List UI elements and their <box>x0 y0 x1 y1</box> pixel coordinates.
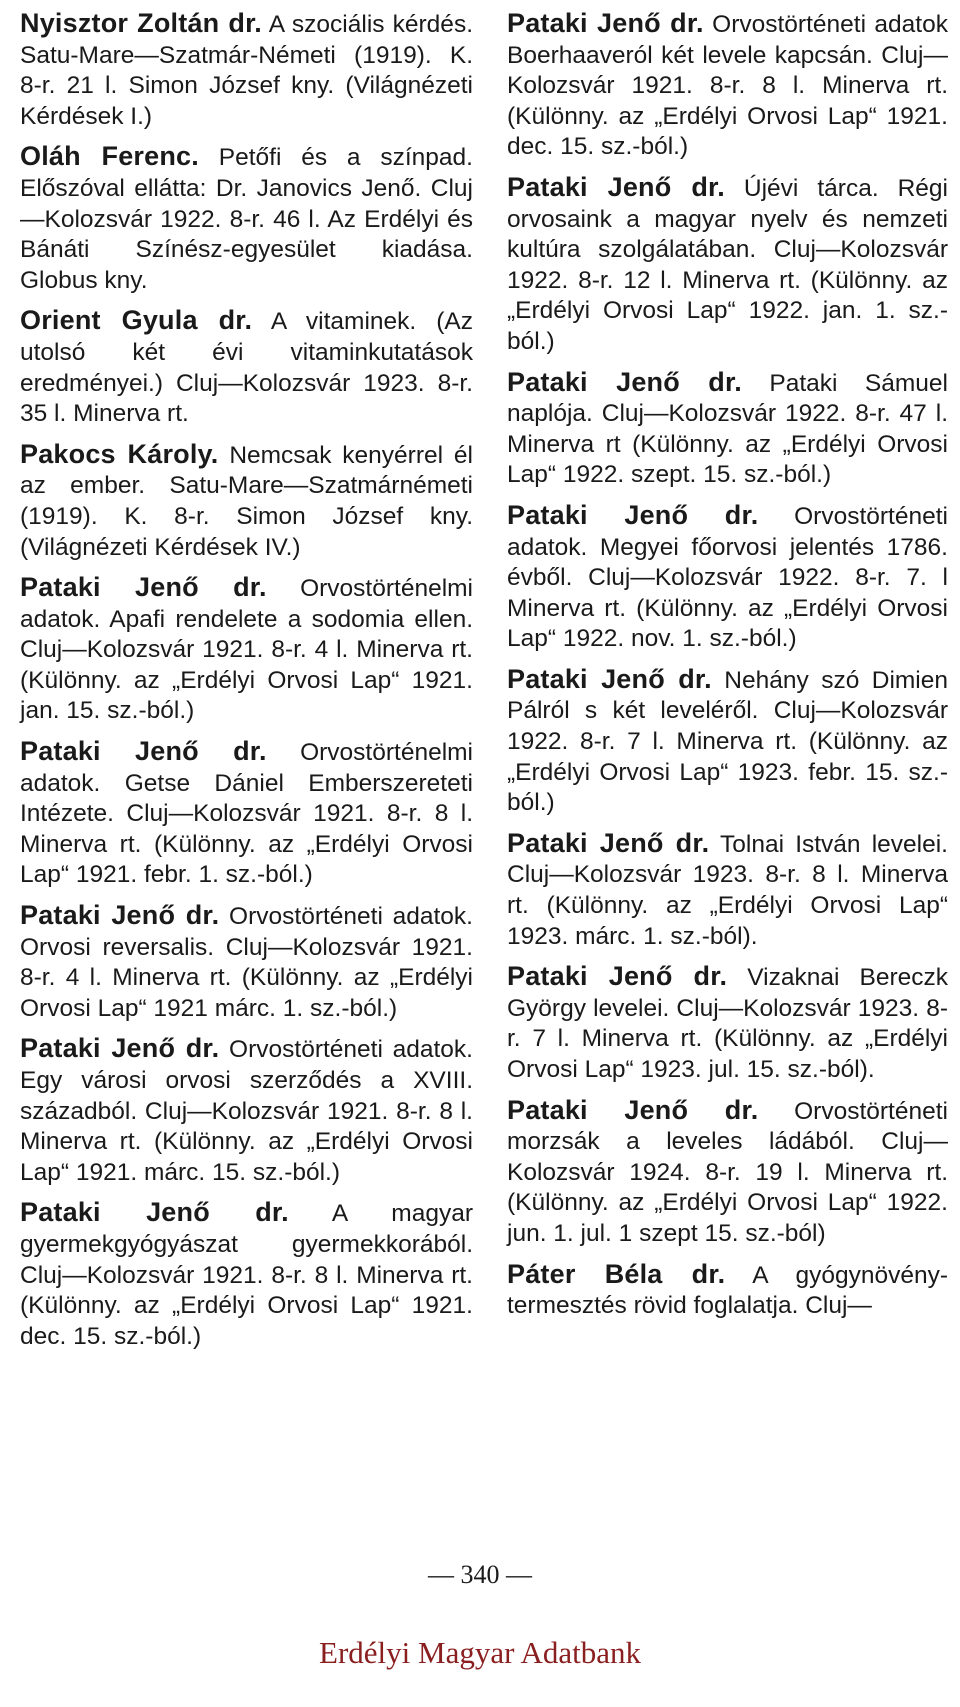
entry-text: Újévi tárca. Régi orvosaink a magyar nyelv és nemzeti kultúra szolgálatában. Cluj—Kolozsvár 1922. 8-r. 12 l. Minerva rt. (Különny. az „Erdélyi Orvosi Lap“ 1922. jan. 1. sz.-ból.) <box>507 174 948 355</box>
entry-author: Orient Gyula dr. <box>20 305 253 336</box>
bibliography-entry <box>507 8 948 163</box>
entry-text: A szociális kérdés. Satu-Mare—Szatmár-Németi (1919). K. 8-r. 21 l. Simon József kny. (Világnézeti Kérdések I.) <box>20 11 473 130</box>
bibliography-entry <box>507 1259 948 1322</box>
entry-text: Orvostörténelmi adatok. Getse Dániel Emberszereteti Intézete. Cluj—Kolozsvár 1921. 8-r. 8 l. Minerva rt. (Különny. az „Erdélyi Orvosi Lap“ 1921. febr. 1. sz.-ból.) <box>20 739 473 889</box>
entry-author: Pataki Jenő dr. <box>507 827 710 858</box>
entry-text: Nehány szó Dimien Pálról s két leveléről. Cluj—Kolozsvár 1922. 8-r. 7 l. Minerva rt. (Különny. az „Erdélyi Orvosi Lap“ 1923. febr. 15. sz.-ból.) <box>507 666 948 817</box>
entry-text: Petőfi és a színpad. Előszóval ellátta: Dr. Janovics Jenő. Cluj—Kolozsvár 1922. 8-r. 46 l. Az Erdélyi és Bánáti Színész-egyesület kiadása. Globus kny. <box>20 144 473 294</box>
bibliography-entry <box>20 572 473 727</box>
bibliography-entry <box>507 172 948 358</box>
entry-text: A gyógynövény-termesztés rövid foglalatja. Cluj— <box>507 1261 948 1320</box>
entry-text: A magyar gyermekgyógyászat gyermekkorából. Cluj—Kolozsvár 1921. 8-r. 8 l. Minerva rt. (Különny. az „Erdélyi Orvosi Lap“ 1921. dec. 15. sz.-ból.) <box>20 1200 473 1350</box>
bibliography-entry <box>20 1033 473 1188</box>
bibliography-entry <box>20 305 473 429</box>
page-number: — 340 — <box>428 1560 532 1589</box>
bibliography-entry <box>20 439 473 563</box>
bibliography-entry <box>507 367 948 491</box>
bibliography-entry <box>20 8 473 132</box>
entry-author: Pataki Jenő dr. <box>20 900 220 931</box>
entry-text: Orvostörténeti adatok. Megyei főorvosi jelentés 1786. évből. Cluj—Kolozsvár 1922. 8-r. 7. l Minerva rt. (Különny. az „Erdélyi Orvosi Lap“ 1922. nov. 1. sz.-ból.) <box>507 502 948 653</box>
entry-author: Páter Béla dr. <box>507 1258 726 1289</box>
entry-text: Vizaknai Bereczk György levelei. Cluj—Kolozsvár 1923. 8-r. 7 l. Minerva rt. (Különny. az „Erdélyi Orvosi Lap“ 1923. jul. 15. sz.-ból). <box>507 964 948 1083</box>
entry-text: A vitaminek. (Az utolsó két évi vitaminkutatások eredményei.) Cluj—Kolozsvár 1923. 8-r. 35 l. Minerva rt. <box>20 308 473 428</box>
entry-author: Pataki Jenő dr. <box>507 1094 759 1125</box>
entry-author: Pataki Jenő dr. <box>507 171 725 202</box>
bibliography-entry <box>507 828 948 952</box>
entry-text: Orvostörténeti morzsák a leveles ládából. Cluj—Kolozsvár 1924. 8-r. 19 l. Minerva rt. (Különny. az „Erdélyi Orvosi Lap“ 1922. jun. 1. jul. 1 szept 15. sz.-ból) <box>507 1097 948 1247</box>
bibliography-entry <box>507 1095 948 1250</box>
entry-author: Pakocs Károly. <box>20 438 219 469</box>
entry-text: Pataki Sámuel naplója. Cluj—Kolozsvár 1922. 8-r. 47 l. Minerva rt (Különny. az „Erdélyi Orvosi Lap“ 1922. szept. 15. sz.-ból.) <box>507 369 948 489</box>
entry-author: Nyisztor Zoltán dr. <box>20 8 262 38</box>
entry-author: Pataki Jenő dr. <box>20 1033 220 1064</box>
entry-text: Orvostörténeti adatok. Egy városi orvosi szerződés a XVIII. századból. Cluj—Kolozsvár 1921. 8-r. 8 l. Minerva rt. (Különny. az „Erdélyi Orvosi Lap“ 1921. márc. 15. sz.-ból.) <box>20 1036 473 1186</box>
bibliography-entry <box>20 900 473 1024</box>
entry-text: Nemcsak kenyérrel él az ember. Satu-Mare—Szatmárnémeti (1919). K. 8-r. Simon József kny. (Világnézeti Kérdések IV.) <box>20 441 474 561</box>
entry-text: Tolnai István levelei. Cluj—Kolozsvár 1923. 8-r. 8 l. Minerva rt. (Különny. az „Erdélyi Orvosi Lap“ 1923. márc. 1. sz.-ból). <box>507 830 948 950</box>
left-column <box>20 8 473 1361</box>
entry-author: Pataki Jenő dr. <box>507 499 759 530</box>
bibliography-entry <box>20 736 473 891</box>
entry-author: Pataki Jenő dr. <box>20 1197 289 1228</box>
entry-text: Orvostörténeti adatok. Orvosi reversalis. Cluj—Kolozsvár 1921. 8-r. 4 l. Minerva rt. (Különny. az „Erdélyi Orvosi Lap“ 1921 márc. 1. sz.-ból.) <box>20 903 473 1022</box>
bibliography-entry <box>507 664 948 819</box>
entry-author: Pataki Jenő dr. <box>507 663 712 694</box>
entry-author: Pataki Jenő dr. <box>20 736 267 767</box>
footer-source-label: Erdélyi Magyar Adatbank <box>319 1635 641 1670</box>
entry-author: Pataki Jenő dr. <box>507 366 742 397</box>
entry-author: Pataki Jenő dr. <box>507 961 728 992</box>
bibliography-entry <box>507 500 948 655</box>
entry-author: Oláh Ferenc. <box>20 141 199 172</box>
entry-text: Orvostörténeti adatok Boerhaaveról két levele kapcsán. Cluj—Kolozsvár 1921. 8-r. 8 l. Minerva rt. (Különny. az „Erdélyi Orvosi Lap“ 1921. dec. 15. sz.-ból.) <box>507 11 948 161</box>
entry-author: Pataki Jenő dr. <box>20 572 267 603</box>
bibliography-entry <box>20 1197 473 1352</box>
entry-author: Pataki Jenő dr. <box>507 8 704 38</box>
bibliography-entry <box>507 961 948 1085</box>
right-column <box>507 8 948 1331</box>
bibliography-entry <box>20 141 473 296</box>
entry-text: Orvostörténelmi adatok. Apafi rendelete a sodomia ellen. Cluj—Kolozsvár 1921. 8-r. 4 l. Minerva rt. (Különny. az „Erdélyi Orvosi Lap“ 1921. jan. 15. sz.-ból.) <box>20 575 473 725</box>
